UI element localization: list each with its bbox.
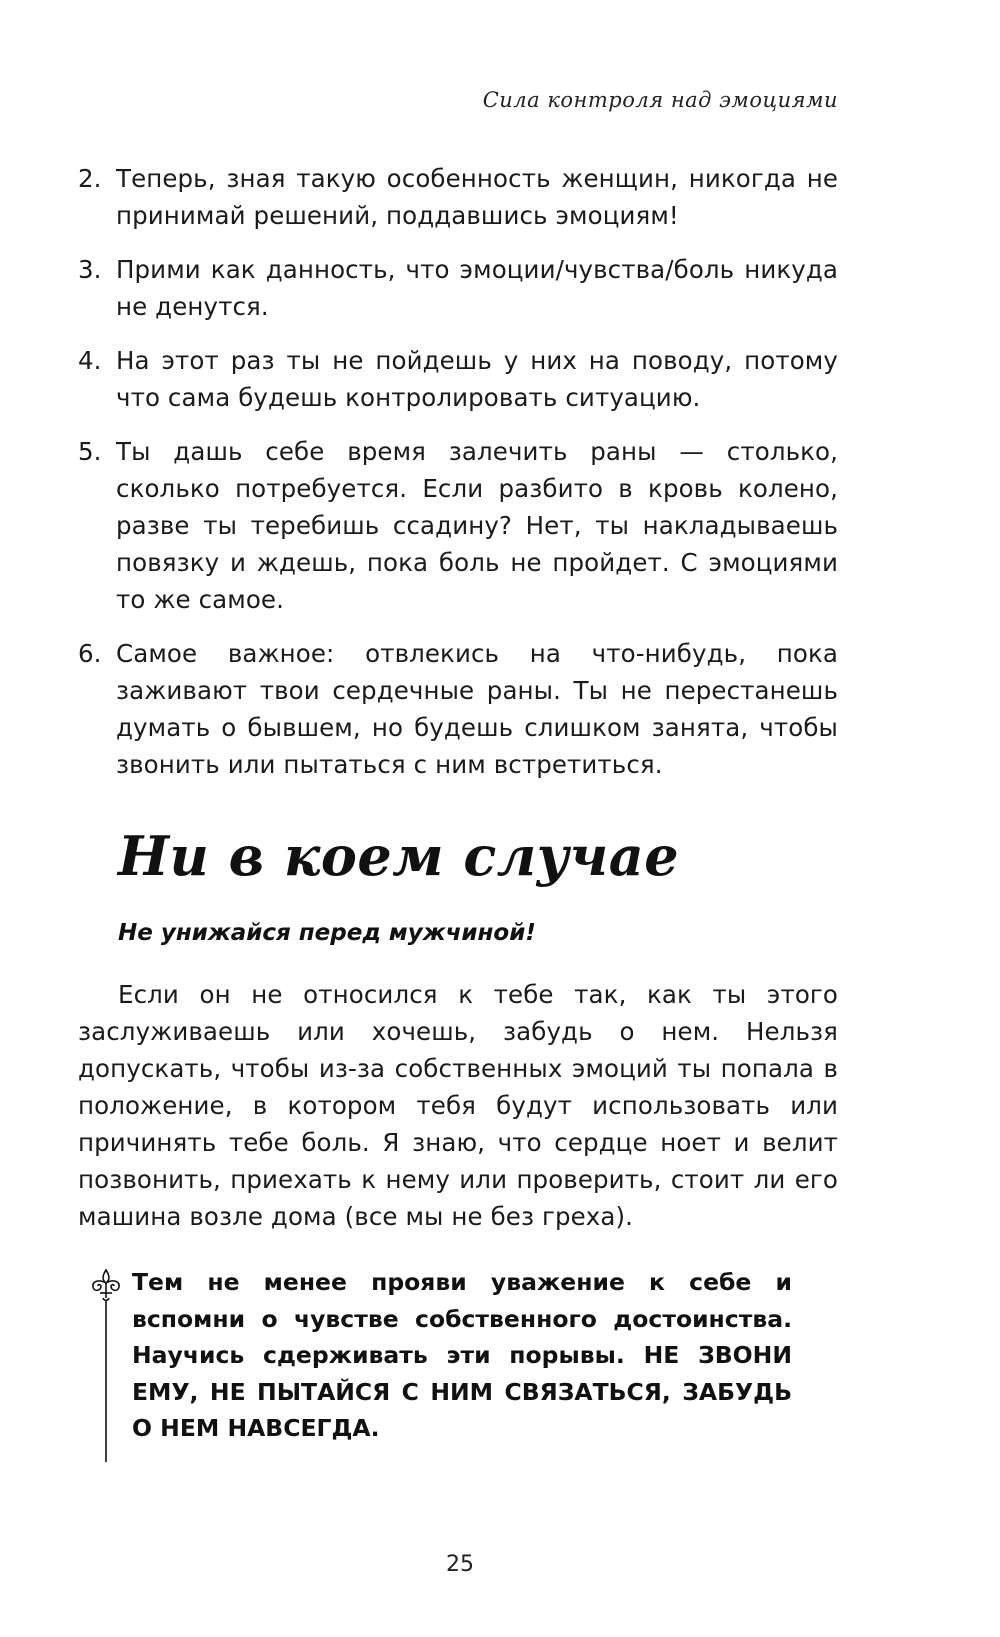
list-item — [78, 160, 838, 234]
section-subheading: Не унижайся перед мужчиной! — [118, 920, 536, 946]
section-heading: Ни в коем случае — [118, 824, 680, 888]
callout-text: Тем не менее прояви уважение к себе и вспомни о чувстве собственного достоинства. Научись сдерживать эти порывы. НЕ ЗВОНИ ЕМУ, НЕ ПЫТАЙСЯ С НИМ СВЯЗАТЬСЯ, ЗАБУДЬ О НЕМ НАВСЕГДА. — [132, 1268, 792, 1442]
numbered-list — [78, 160, 838, 800]
running-header: Сила контроля над эмоциями — [482, 88, 838, 112]
list-item-text: Ты дашь себе время залечить раны — столько, сколько потребуется. Если разбито в кровь колено, разве ты теребишь ссадину? Нет, ты накладываешь повязку и ждешь, пока боль не пройдет. С эмоциями то же самое. — [116, 437, 838, 614]
list-item-text: Самое важное: отвлекись на что-нибудь, пока заживают твои сердечные раны. Ты не перестанешь думать о бывшем, но будешь слишком занята, чтобы звонить или пытаться с ним встретиться. — [116, 639, 838, 779]
list-item-number: 4. — [78, 346, 102, 375]
list-item — [78, 342, 838, 416]
list-item-number: 2. — [78, 164, 102, 193]
list-item — [78, 433, 838, 618]
page-number: 25 — [446, 1552, 474, 1577]
list-item-number: 3. — [78, 255, 102, 284]
body-paragraph: Если он не относился к тебе так, как ты этого заслуживаешь или хочешь, забудь о нем. Нельзя допускать, чтобы из-за собственных эмоций ты попала в положение, в котором тебя будут использовать или причинять тебе боль. Я знаю, что сердце ноет и велит позвонить, приехать к нему или проверить, стоит ли его машина возле дома (все мы не без греха). — [78, 980, 838, 1231]
callout-box — [86, 1264, 792, 1464]
list-item-number: 5. — [78, 437, 102, 466]
list-item-text: На этот раз ты не пойдешь у них на поводу, потому что сама будешь контролировать ситуацию. — [116, 346, 838, 412]
fleur-ornament-icon — [86, 1266, 126, 1466]
list-item — [78, 251, 838, 325]
list-item-number: 6. — [78, 639, 102, 668]
list-item — [78, 635, 838, 783]
list-item-text: Прими как данность, что эмоции/чувства/боль никуда не денутся. — [116, 255, 838, 321]
list-item-text: Теперь, зная такую особенность женщин, никогда не принимай решений, поддавшись эмоциям! — [116, 164, 838, 230]
